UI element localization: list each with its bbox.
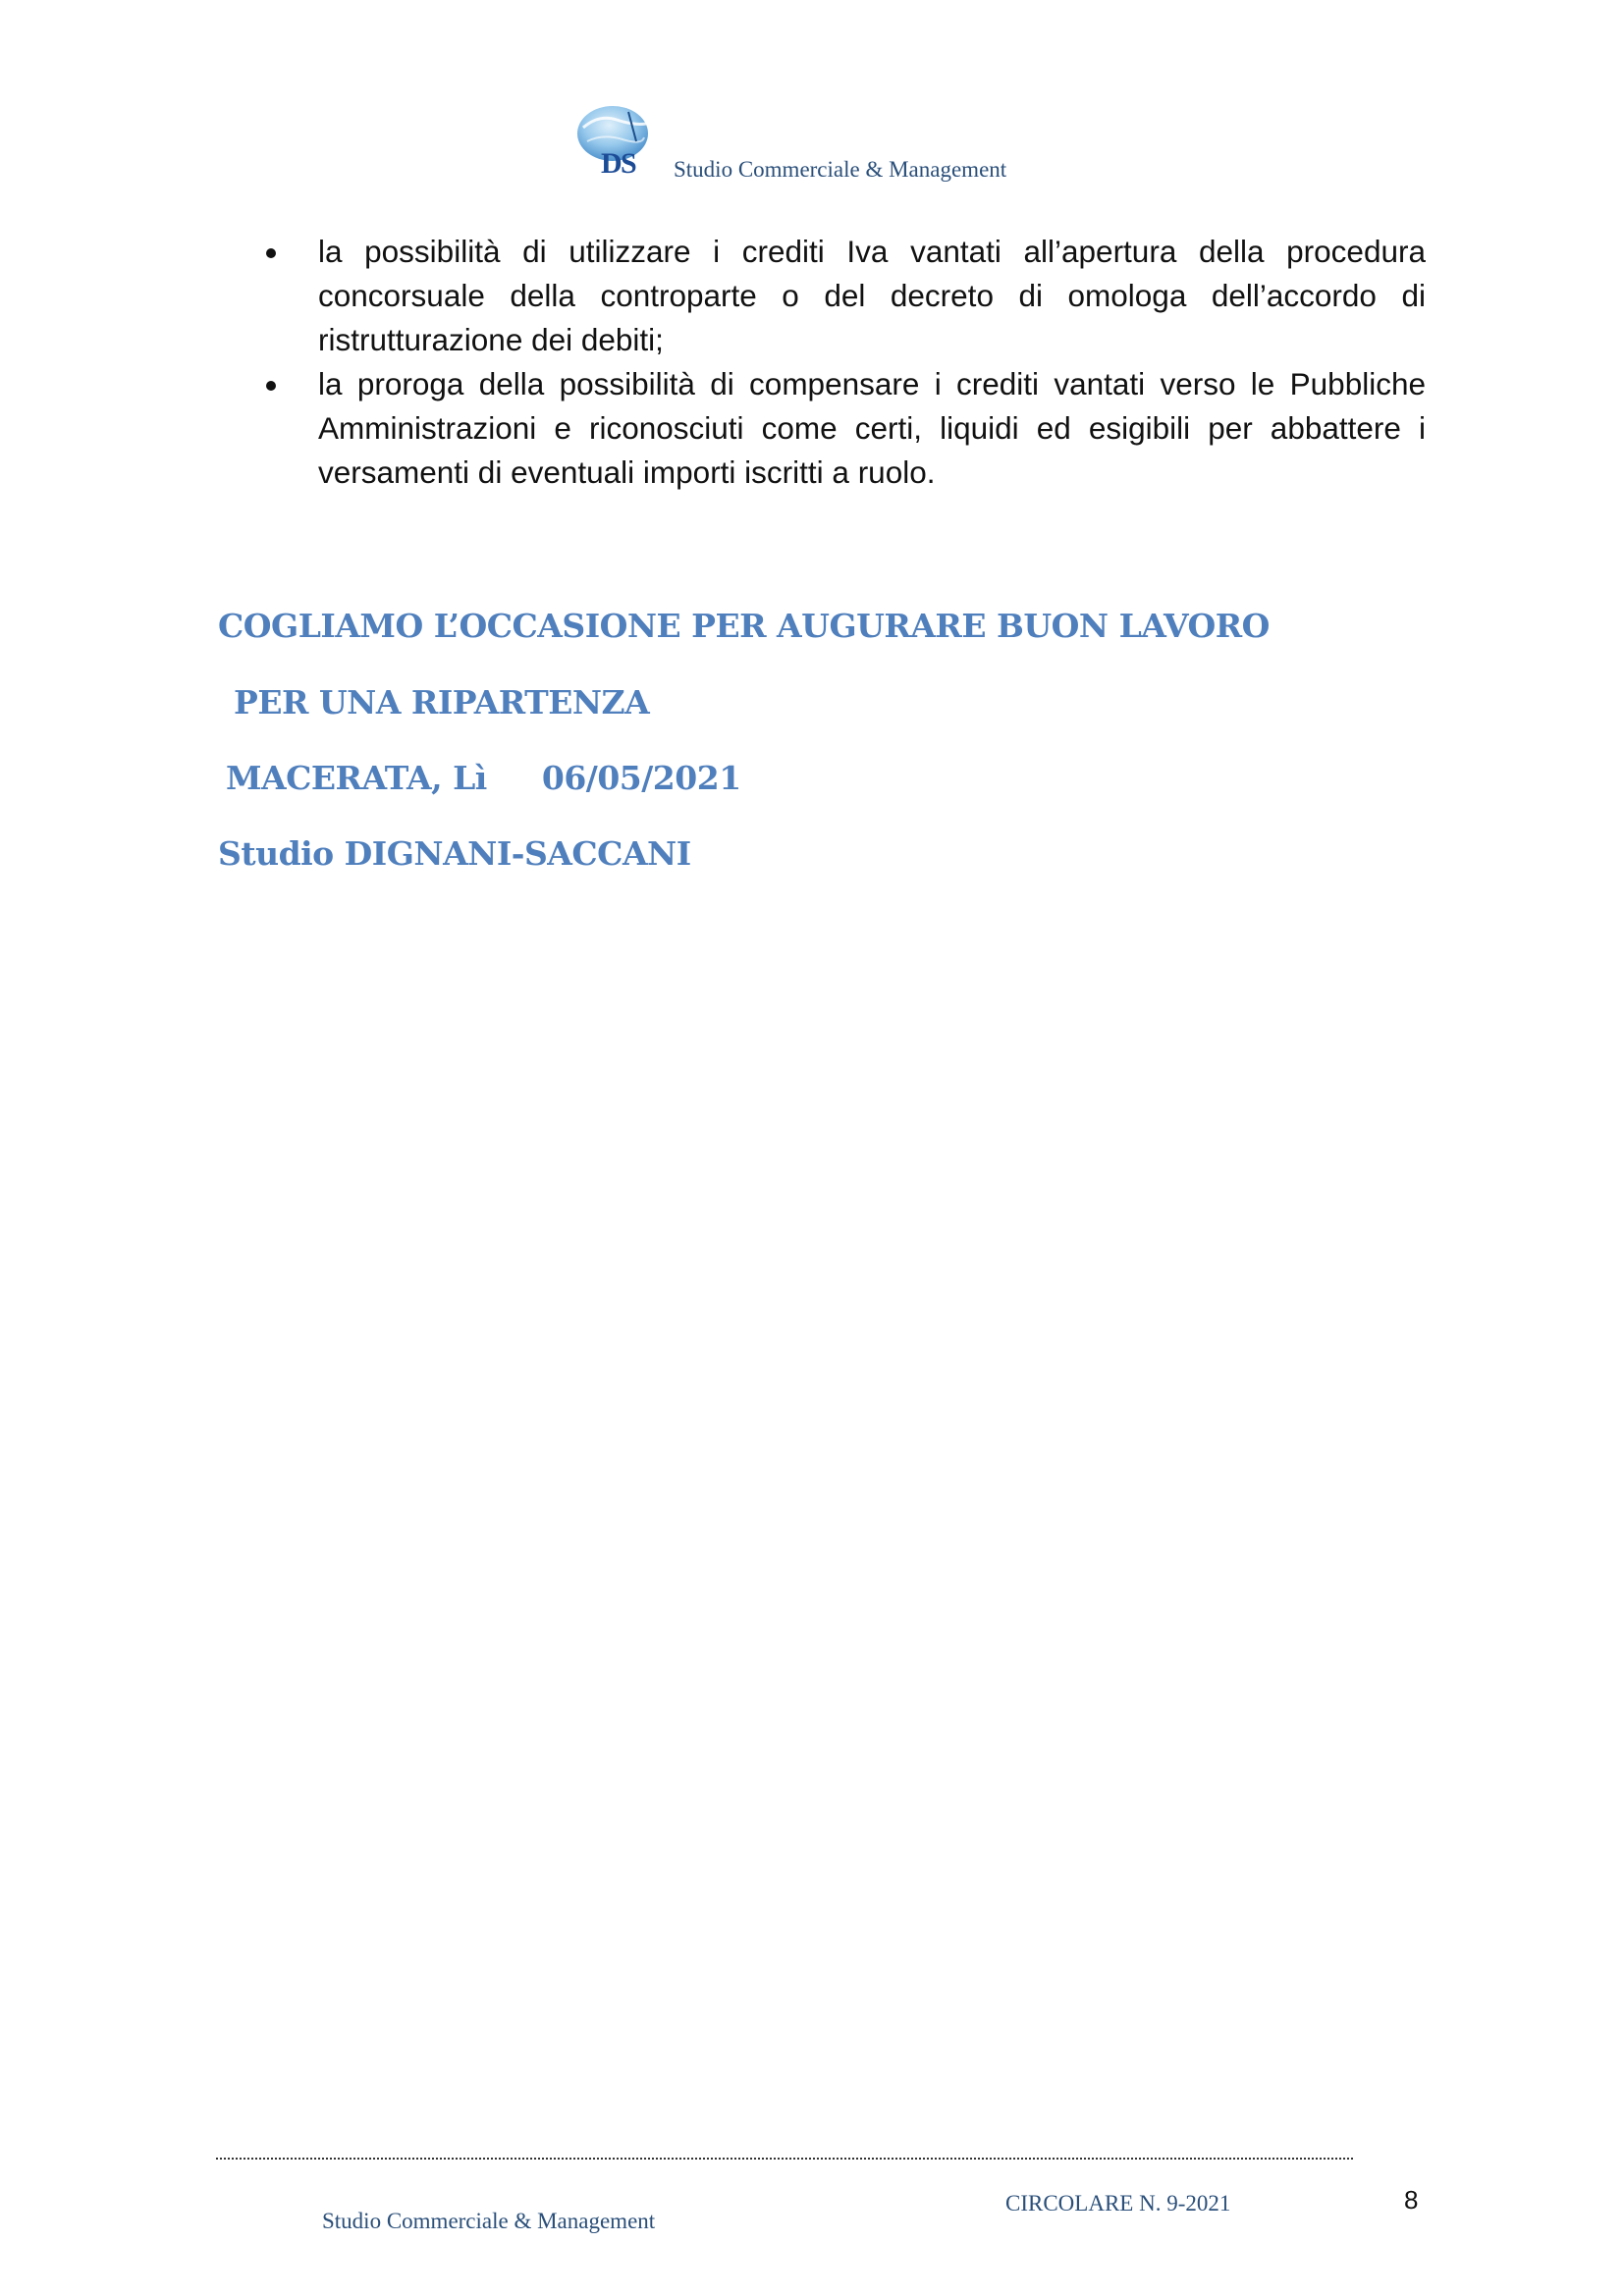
footer-clipped-line: [236, 2252, 530, 2258]
svg-text:S: S: [621, 147, 637, 180]
footer-circolare-number: CIRCOLARE N. 9-2021: [1005, 2191, 1231, 2216]
list-item-text: la proroga della possibilità di compensare i crediti vantati verso le Pubbliche Amministrazioni e riconosciuti come certi, liquidi ed esigibili per abbattere i versamenti di eventuali importi iscritti a ruolo.: [318, 366, 1426, 490]
list-item-text: la possibilità di utilizzare i crediti Iva vantati all’apertura della procedura concorsuale della controparte o del decreto di omologa dell’accordo di ristrutturazione dei debiti;: [318, 234, 1426, 357]
page-number: 8: [1404, 2185, 1419, 2215]
footer-studio-name: Studio Commerciale & Management: [322, 2209, 656, 2233]
bullet-icon: [266, 248, 276, 258]
bullet-list: [263, 230, 1426, 495]
closing-greeting: COGLIAMO L’OCCASIONE PER AUGURARE BUON LAVORO: [218, 607, 1270, 645]
list-item: [263, 230, 1426, 362]
signature: Studio DIGNANI-SACCANI: [218, 834, 691, 873]
svg-text:D: D: [601, 147, 623, 180]
place-label: MACERATA, Lì: [226, 759, 487, 797]
page-header: [573, 104, 1084, 192]
place-and-date: [226, 759, 741, 797]
list-item: [263, 362, 1426, 495]
footer-divider: [216, 2158, 1353, 2160]
bullet-icon: [266, 381, 276, 391]
closing-greeting-continued: PER UNA RIPARTENZA: [234, 683, 650, 721]
header-studio-name: Studio Commerciale & Management: [674, 157, 1007, 182]
studio-logo-icon: [573, 104, 654, 183]
document-date: 06/05/2021: [541, 759, 741, 797]
